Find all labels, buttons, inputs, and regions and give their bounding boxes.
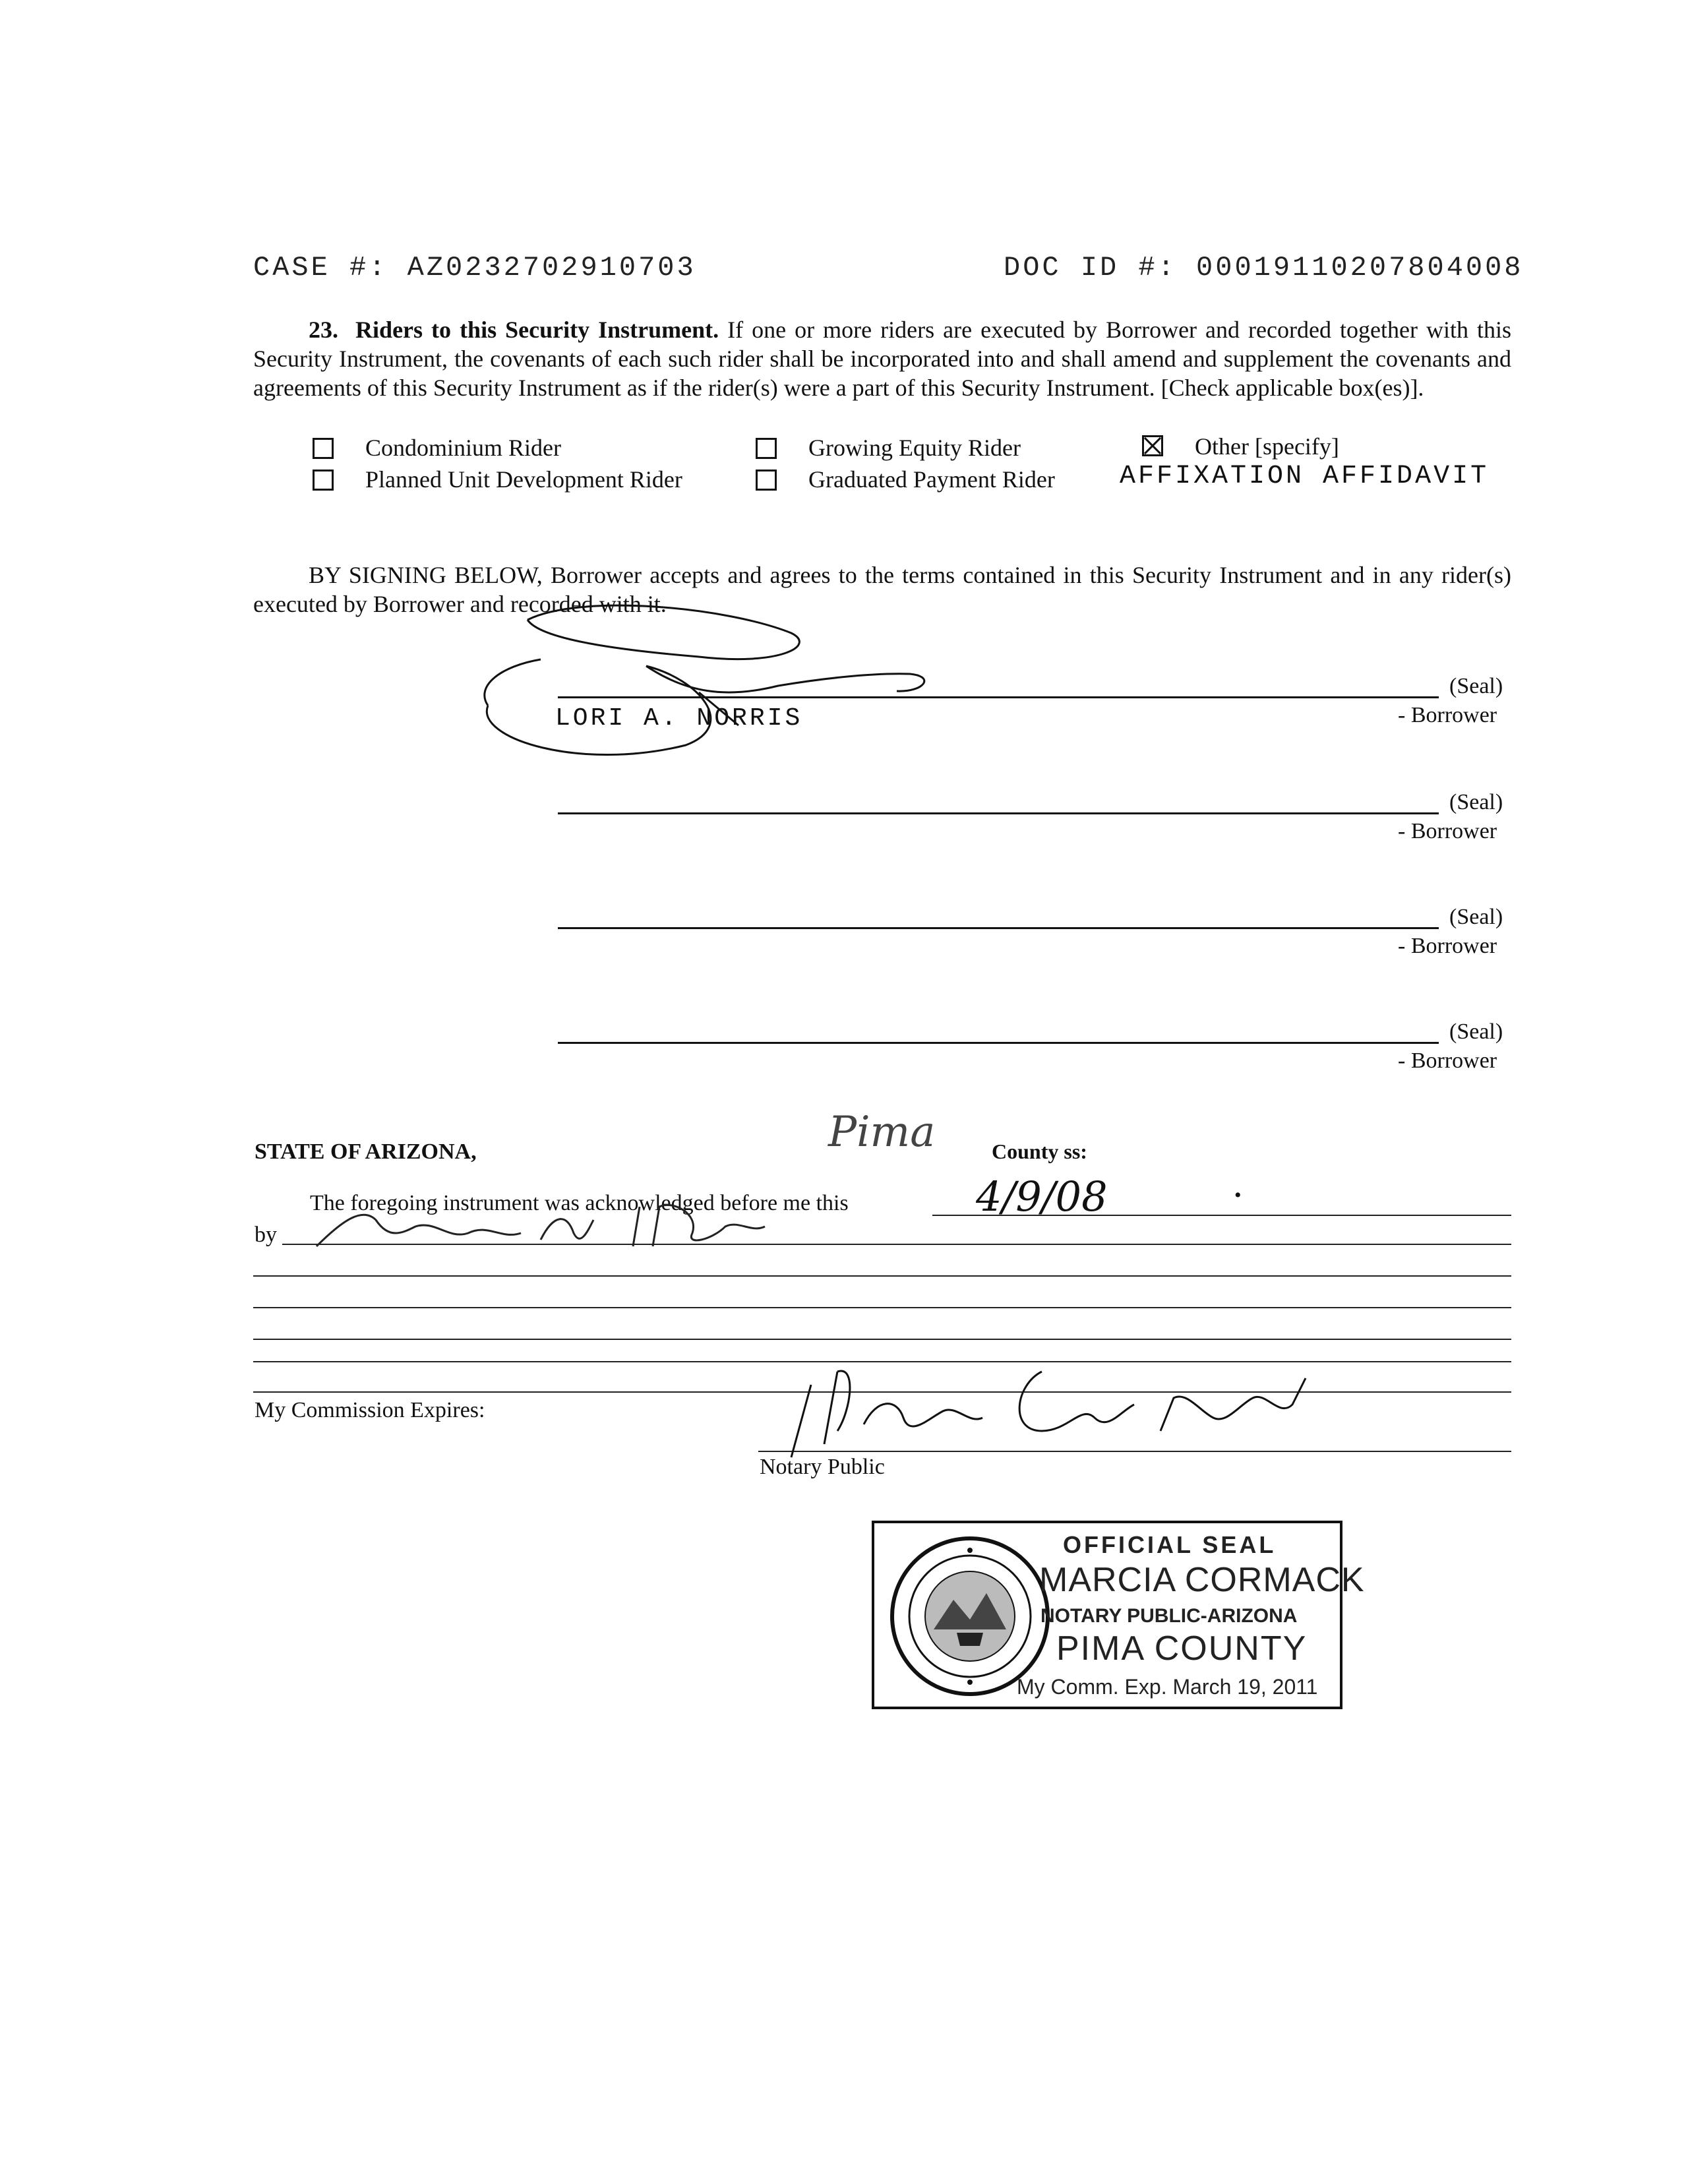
borrower-2-seal: (Seal)	[1449, 790, 1503, 814]
borrower-4-signature-line	[558, 1042, 1439, 1044]
borrower-1-name: LORI A. NORRIS	[555, 704, 803, 733]
ack-line-2	[253, 1307, 1511, 1308]
doc-id: DOC ID #: 00019110207804008	[1004, 252, 1524, 284]
county-handwritten: Pima	[828, 1108, 936, 1157]
signing-text: BY SIGNING BELOW, Borrower accepts and agrees to the terms contained in this Security Instrument and in any rider(s) executed by Borrower and recorded with it.	[253, 562, 1511, 617]
ack-text: The foregoing instrument was acknowledged before me this	[310, 1191, 849, 1215]
county-label: County ss:	[992, 1139, 1087, 1163]
date-dot: •	[1234, 1184, 1242, 1206]
riders-paragraph	[253, 315, 1511, 402]
borrower-2-signature-line	[558, 812, 1439, 814]
condominium-rider-label: Condominium Rider	[365, 435, 561, 461]
notary-public-label: Notary Public	[760, 1455, 885, 1479]
borrower-2-label: - Borrower	[1398, 819, 1497, 843]
notary-signature	[765, 1358, 1358, 1464]
seal-name: MARCIA CORMACK	[1039, 1561, 1365, 1599]
other-rider-value: AFFIXATION AFFIDAVIT	[1120, 462, 1490, 491]
borrower-signature	[448, 593, 950, 765]
growing-equity-rider-label: Growing Equity Rider	[808, 435, 1021, 461]
arizona-state-seal-icon	[888, 1534, 1052, 1699]
other-rider-checkbox[interactable]	[1142, 435, 1163, 456]
borrower-4-seal: (Seal)	[1449, 1019, 1503, 1044]
borrower-1-signature-line	[558, 696, 1439, 698]
borrower-3-seal: (Seal)	[1449, 905, 1503, 929]
condominium-rider-checkbox[interactable]	[313, 438, 334, 459]
acknowledged-by-signature	[303, 1194, 791, 1259]
borrower-1-seal: (Seal)	[1449, 674, 1503, 698]
growing-equity-rider-checkbox[interactable]	[756, 438, 777, 459]
riders-number: 23.	[309, 317, 338, 343]
seal-expiry: My Comm. Exp. March 19, 2011	[1017, 1675, 1318, 1699]
seal-role: NOTARY PUBLIC-ARIZONA	[1040, 1605, 1298, 1627]
borrower-4-label: - Borrower	[1398, 1048, 1497, 1073]
borrower-3-signature-line	[558, 927, 1439, 929]
graduated-payment-rider-checkbox[interactable]	[756, 470, 777, 491]
commission-label: My Commission Expires:	[255, 1398, 485, 1422]
ack-date-handwritten: 4/9/08	[976, 1172, 1108, 1221]
riders-heading: Riders to this Security Instrument.	[355, 317, 719, 343]
riders-text: If one or more riders are executed by Borrower and recorded together with this Security Instrument, the covenants of each such rider shall be incorporated into and shall amend and supplement the covenants and agreements of this Security Instrument as if the rider(s) were a part of this Security Instrument. [Check applicable box(es)].	[253, 317, 1511, 401]
ack-line-3	[253, 1339, 1511, 1340]
ack-line-1	[253, 1275, 1511, 1277]
pud-rider-checkbox[interactable]	[313, 470, 334, 491]
case-number: CASE #: AZ0232702910703	[253, 252, 696, 284]
seal-county: PIMA COUNTY	[1056, 1629, 1308, 1668]
other-rider-label: Other [specify]	[1195, 433, 1339, 460]
borrower-3-label: - Borrower	[1398, 934, 1497, 958]
pud-rider-label: Planned Unit Development Rider	[365, 466, 682, 493]
graduated-payment-rider-label: Graduated Payment Rider	[808, 466, 1055, 493]
borrower-1-label: - Borrower	[1398, 703, 1497, 727]
official-seal-stamp	[872, 1521, 1365, 1709]
by-label: by	[255, 1223, 277, 1247]
seal-title: OFFICIAL SEAL	[1063, 1531, 1277, 1558]
state-label: STATE OF ARIZONA,	[255, 1139, 477, 1164]
